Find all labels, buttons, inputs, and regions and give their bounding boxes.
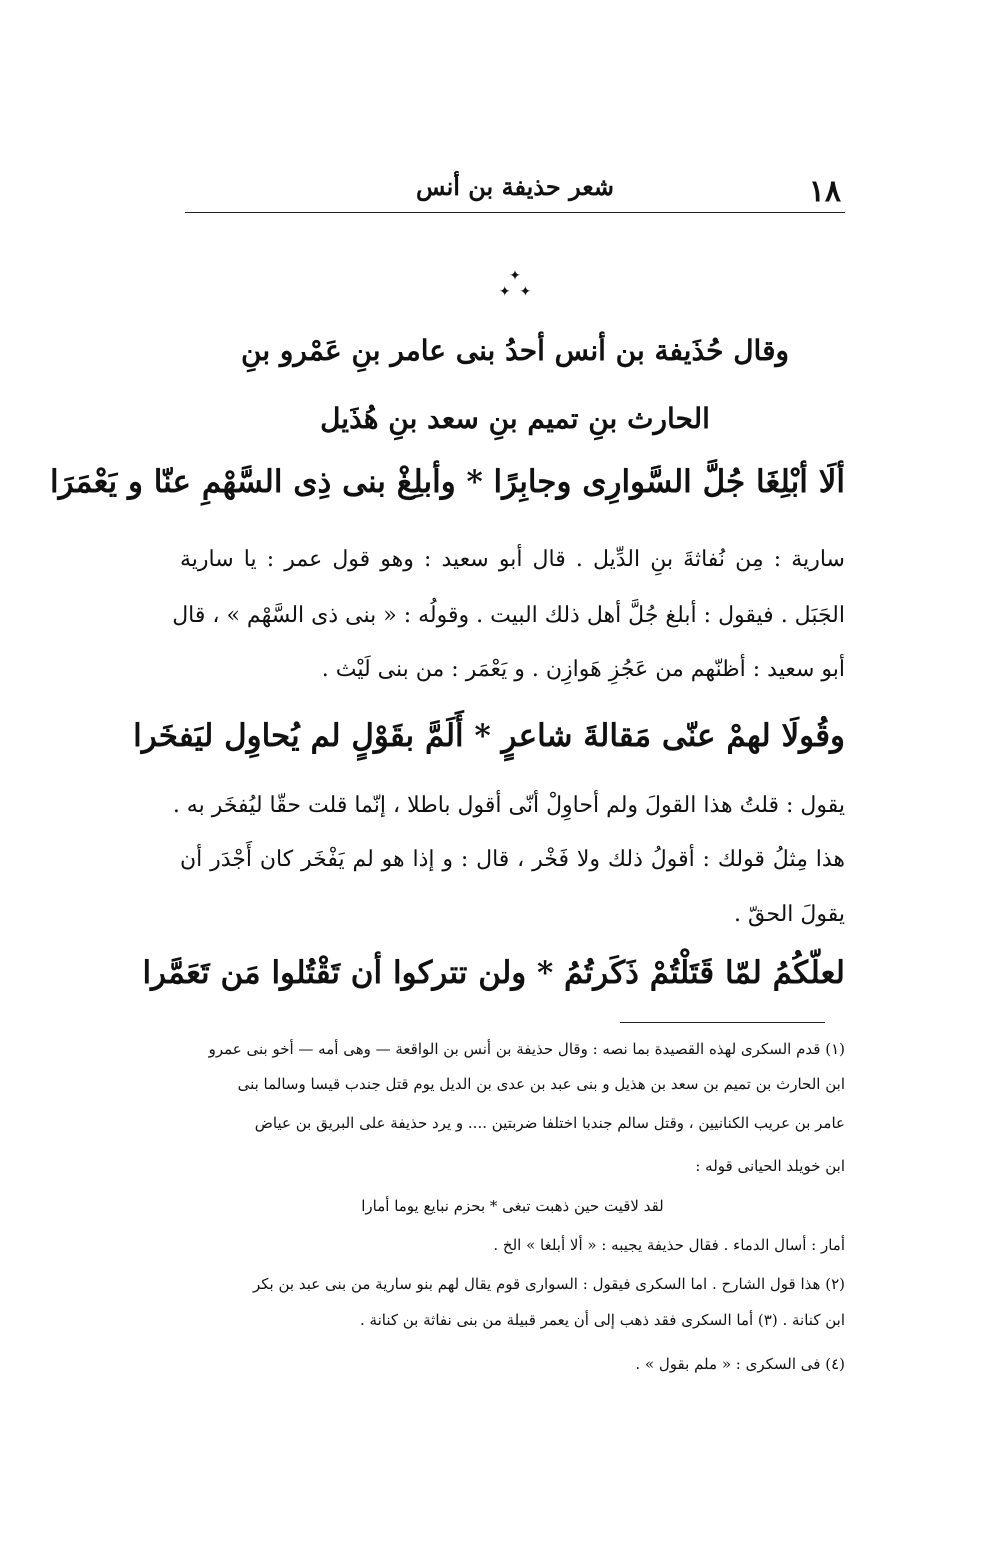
footnote-1-line-2: ابن الحارث بن تميم بن سعد بن هذيل و بنى عبد بن عدى بن الديل يوم قتل جندب قيسا وسالما بنى — [237, 1075, 845, 1093]
running-header — [185, 168, 845, 213]
commentary-1-line-3: أبو سعيد : أظنّهم من عَجُزِ هَوازِن . و يَعْمَر : من بنى لَيْث . — [321, 657, 845, 682]
page-number: ١٨ — [808, 174, 841, 209]
commentary-1-line-1: سارية : مِن نُفاثةَ بنِ الدِّيل . قال أبو سعيد : وهو قول عمر : يا سارية — [180, 547, 845, 572]
commentary-1-line-2: الجَبَل . فيقول : أبلغ جُلَّ أهل ذلك البيت . وقولُه : « بنى ذى السَّهْم » ، قال — [172, 603, 845, 628]
poem-introduction-line-1: وقال حُذَيفة بن أنس أحدُ بنى عامر بنِ عَمْرو بنِ — [241, 334, 789, 367]
footnote-1-verse: لقد لاقيت حين ذهبت تبغى * بحزم نبايع يوما أمارا — [361, 1197, 664, 1215]
commentary-2-line-1: يقول : قلتُ هذا القولَ ولم أحاوِلْ أنّى أقول باطلا ، إنّما قلت حقّا ليُفخَر به . — [172, 793, 845, 818]
footnote-4: (٤) فى السكرى : « ملم بقول » . — [635, 1355, 845, 1373]
verse-2: وقُولَا لهمْ عنّى مَقالةَ شاعرٍ * أَلَمَّ بقَوْلٍ لم يُحاوِل ليَفخَرا — [133, 718, 845, 754]
footnote-2-line-1: (٢) هذا قول الشارح . اما السكرى فيقول : السوارى قوم يقال لهم بنو سارية من بنى عبد بن بكر — [252, 1275, 845, 1293]
ornament-icon: ✦ ✦ ✦ — [498, 268, 532, 300]
footnote-divider — [620, 1022, 825, 1023]
verse-1: ألَا أبْلِغَا جُلَّ السَّوارِى وجابِرًا * وأبلِغْ بنى ذِى السَّهْمِ عنّا و يَعْمَرَا — [49, 464, 845, 500]
footnote-2-line-2: ابن كنانة . (٣) أما السكرى فقد ذهب إلى أن يعمر قبيلة من بنى نفاثة بن كنانة . — [360, 1311, 845, 1329]
poem-introduction-line-2: الحارث بنِ تميم بنِ سعد بنِ هُذَيل — [320, 402, 710, 435]
footnote-1-gloss: أمار : أسال الدماء . فقال حذيفة يجيبه : « ألا أبلغا » الخ . — [493, 1236, 845, 1254]
footnote-1-line-1: (١) قدم السكرى لهذه القصيدة بما نصه : وقال حذيفة بن أنس بن الواقعة — وهى أمه — أخو بنى عمرو — [208, 1040, 845, 1058]
footnote-1-line-4: ابن خويلد الحيانى قوله : — [695, 1157, 845, 1175]
verse-3: لعلّكُمُ لمّا قَتَلْتُمْ ذَكَرتُمُ * ولن تتركوا أن تَقْتُلوا مَن تَعَمَّرا — [142, 955, 845, 991]
commentary-2-line-2: هذا مِثلُ قولك : أقولُ ذلك ولا فَخْر ، قال : و إذا هو لم يَفْخَر كان أَجْدَر أن — [180, 847, 845, 872]
page-title: شعر حذيفة بن أنس — [415, 172, 614, 201]
commentary-2-line-3: يقولَ الحقّ . — [734, 902, 845, 927]
footnote-1-line-3: عامر بن عريب الكنانيين ، وقتل سالم جندبا اختلفا ضربتين .... و يرد حذيفة على البريق بن عياض — [254, 1114, 845, 1132]
